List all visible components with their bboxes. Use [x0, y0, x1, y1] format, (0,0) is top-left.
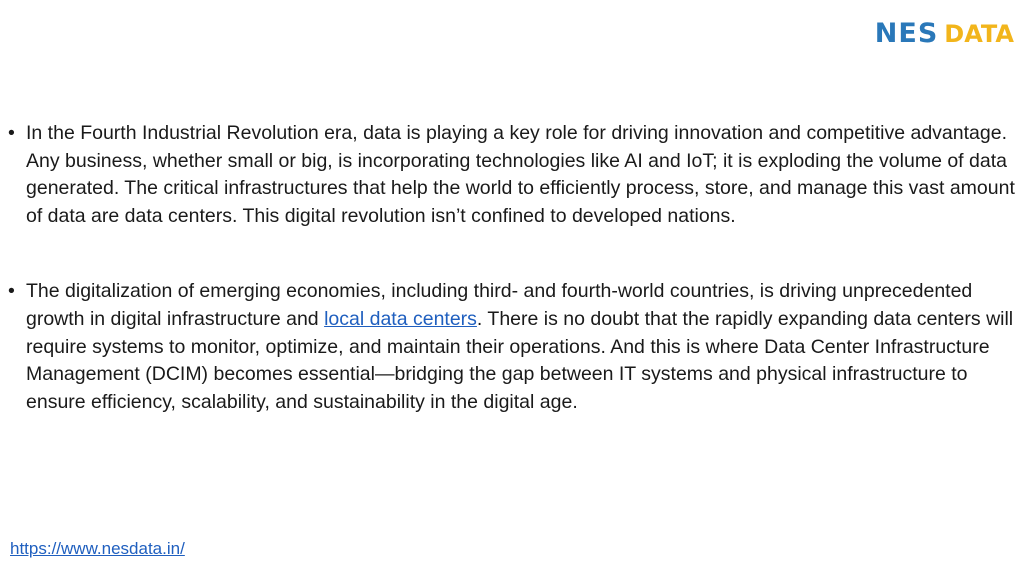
- bullet-text-before: The digitalization of emerging economies, including third- and fourth-world countries, is driving unprecedented growth in digital infrastructure and: [26, 280, 973, 330]
- website-url-link[interactable]: https://www.nesdata.in/: [10, 539, 185, 558]
- bullet-text-after: . There is no doubt that the rapidly expanding data centers will require systems to monitor, optimize, and maintain their operations. And this is where Data Center Infrastructure Management (DCIM) becomes essential—bridging the gap between IT systems and physical infrastructure to ensure efficiency, scalability, and sustainability in the digital age.: [26, 307, 1014, 413]
- bullet-item: [8, 120, 1018, 230]
- bullet-text: In the Fourth Industrial Revolution era, data is playing a key role for driving innovation and competitive advantage. Any business, whether small or big, is incorporating technologies like AI and IoT; it is exploding the volume of data generated. The critical infrastructures that help the world to efficiently process, store, and manage this vast amount of data are data centers. This digital revolution isn’t confined to developed nations.: [26, 122, 1015, 227]
- nesdata-logo: [875, 20, 1014, 47]
- logo-nes-text: NES: [874, 18, 939, 49]
- bullet-item: [8, 278, 1018, 416]
- local-data-centers-link[interactable]: local data centers: [324, 307, 477, 330]
- bullet-text: [26, 278, 1018, 416]
- logo-data-text: DATA: [944, 20, 1014, 48]
- bullet-marker: •: [8, 280, 15, 303]
- slide-content: [8, 120, 1018, 464]
- bullet-marker: •: [8, 122, 15, 144]
